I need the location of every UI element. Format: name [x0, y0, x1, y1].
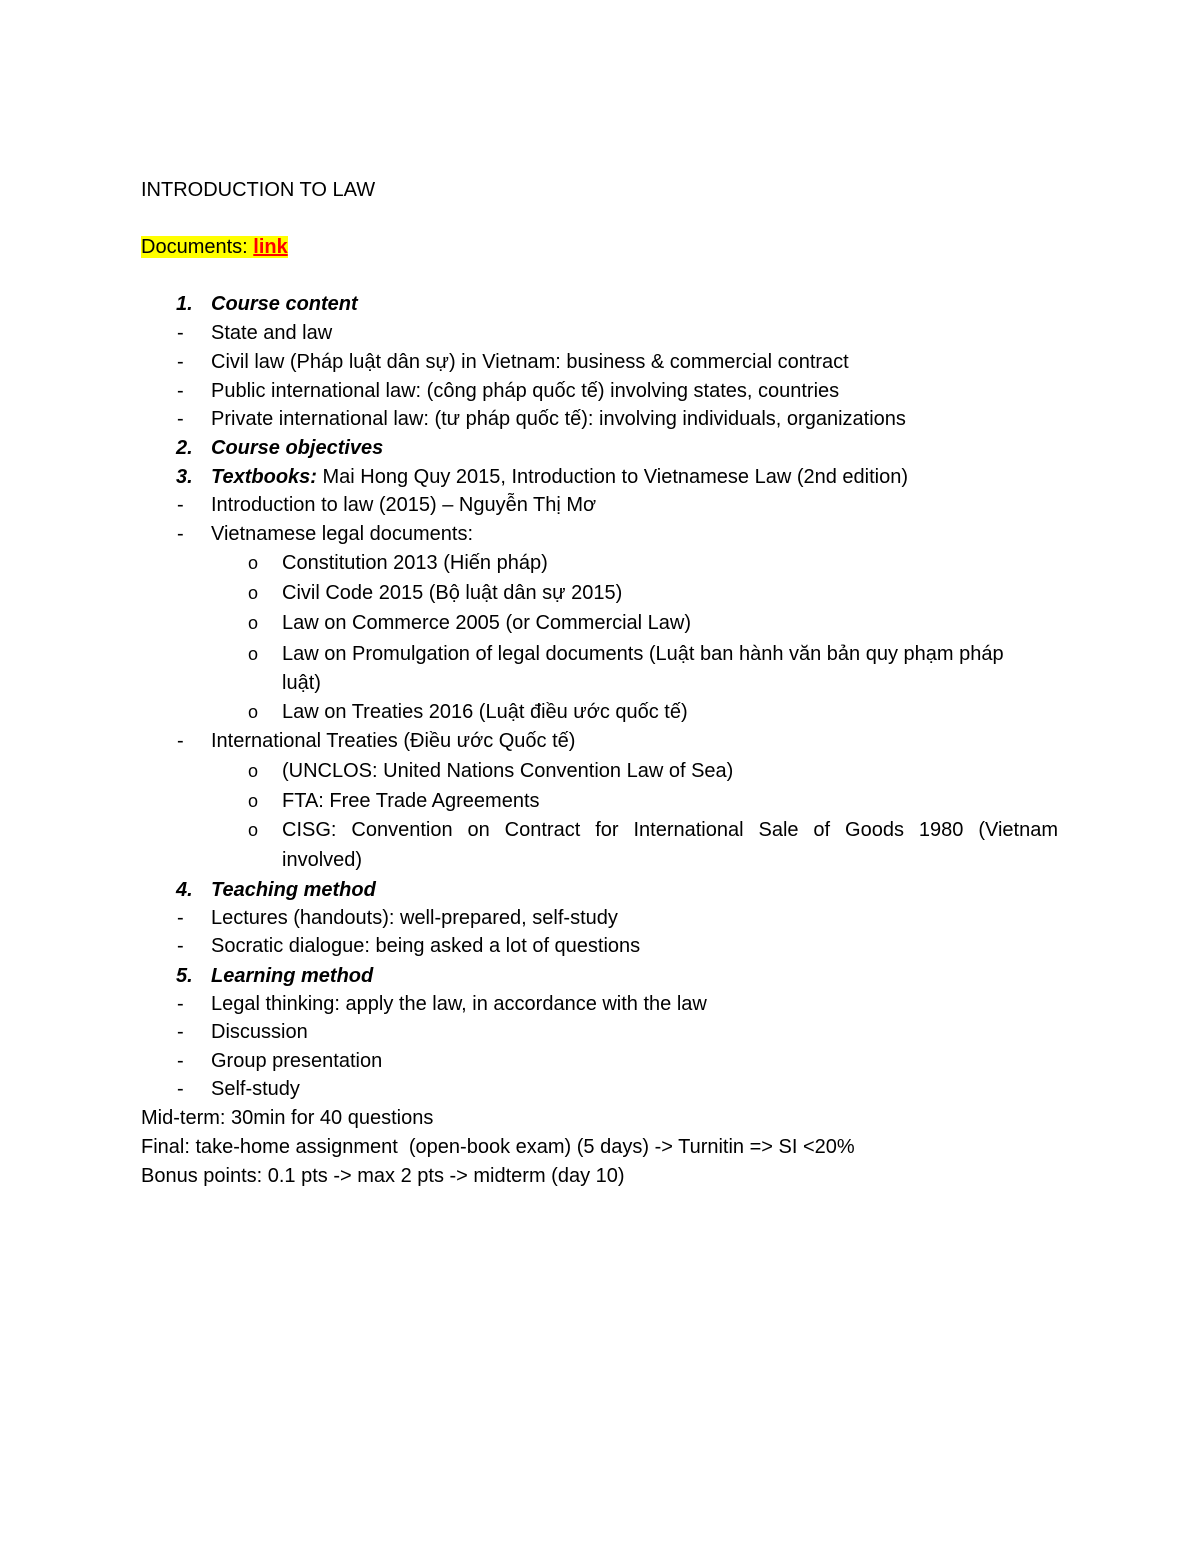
list-item-text: International Treaties (Điều ước Quốc tế) — [211, 730, 576, 752]
list-item-text: Socratic dialogue: being asked a lot of questions — [211, 935, 641, 957]
section-heading-text: Course objectives — [211, 437, 384, 459]
list-item-text: Group presentation — [211, 1050, 383, 1072]
page-title: INTRODUCTION TO LAW — [141, 179, 376, 201]
bullet-marker: o — [248, 791, 259, 811]
section-number: 5. — [176, 965, 193, 987]
sub-list-item-text: Constitution 2013 (Hiến pháp) — [282, 552, 548, 574]
list-item-text: Legal thinking: apply the law, in accordance with the law — [211, 993, 707, 1015]
dash-marker: - — [177, 523, 184, 545]
list-item-text: Introduction to law (2015) – Nguyễn Thị Mơ — [211, 494, 597, 516]
bullet-marker: o — [248, 553, 259, 573]
dash-marker: - — [177, 1078, 184, 1100]
sub-list-item-text: involved) — [282, 849, 363, 871]
dash-marker: - — [177, 1021, 184, 1043]
list-item-text: Lectures (handouts): well-prepared, self-study — [211, 907, 618, 929]
list-item-text: Civil law (Pháp luật dân sự) in Vietnam: business & commercial contract — [211, 351, 849, 373]
section-heading-text: Learning method — [211, 965, 374, 987]
dash-marker: - — [177, 494, 184, 516]
bonus-text: Bonus points: 0.1 pts -> max 2 pts -> midterm (day 10) — [141, 1165, 625, 1187]
documents-line — [141, 234, 288, 260]
dash-marker: - — [177, 907, 184, 929]
sub-list-item-text: Law on Promulgation of legal documents (Luật ban hành văn bản quy phạm pháp — [282, 643, 1004, 665]
sub-list-item-text: (UNCLOS: United Nations Convention Law of Sea) — [282, 760, 734, 782]
dash-marker: - — [177, 1050, 184, 1072]
sub-list-item-text: Law on Commerce 2005 (or Commercial Law) — [282, 612, 692, 634]
section-heading-rest: Mai Hong Quy 2015, Introduction to Vietnamese Law (2nd edition) — [316, 466, 909, 488]
bullet-marker: o — [248, 761, 259, 781]
sub-list-item-text: CISG: Convention on Contract for International Sale of Goods 1980 (Vietnam — [282, 819, 1058, 841]
dash-marker: - — [177, 935, 184, 957]
dash-marker: - — [177, 322, 184, 344]
sub-list-item-text: Civil Code 2015 (Bộ luật dân sự 2015) — [282, 582, 623, 604]
list-item-text: Self-study — [211, 1078, 300, 1100]
list-item-text: Public international law: (công pháp quốc tế) involving states, countries — [211, 380, 840, 402]
list-item-text: State and law — [211, 322, 333, 344]
final-text: Final: take-home assignment (open-book exam) (5 days) -> Turnitin => SI <20% — [141, 1136, 855, 1158]
dash-marker: - — [177, 380, 184, 402]
section-heading-text: Textbooks: — [211, 466, 317, 488]
midterm-text: Mid-term: 30min for 40 questions — [141, 1107, 434, 1129]
documents-label: Documents: — [141, 236, 254, 258]
list-item-text: Vietnamese legal documents: — [211, 523, 474, 545]
dash-marker: - — [177, 993, 184, 1015]
bullet-marker: o — [248, 613, 259, 633]
bullet-marker: o — [248, 702, 259, 722]
sub-list-item-text: FTA: Free Trade Agreements — [282, 790, 540, 812]
section-number: 4. — [176, 879, 193, 901]
dash-marker: - — [177, 730, 184, 752]
section-heading-text: Teaching method — [211, 879, 376, 901]
section-number: 2. — [176, 437, 193, 459]
documents-link[interactable]: link — [253, 236, 288, 258]
section-number: 3. — [176, 466, 193, 488]
bullet-marker: o — [248, 583, 259, 603]
list-item-text: Private international law: (tư pháp quốc tế): involving individuals, organizations — [211, 408, 906, 430]
bullet-marker: o — [248, 820, 259, 840]
section-heading-text: Course content — [211, 293, 358, 315]
dash-marker: - — [177, 408, 184, 430]
bullet-marker: o — [248, 644, 259, 664]
dash-marker: - — [177, 351, 184, 373]
sub-list-item-text: luật) — [282, 672, 321, 694]
sub-list-item-text: Law on Treaties 2016 (Luật điều ước quốc tế) — [282, 701, 688, 723]
list-item-text: Discussion — [211, 1021, 308, 1043]
section-number: 1. — [176, 293, 193, 315]
